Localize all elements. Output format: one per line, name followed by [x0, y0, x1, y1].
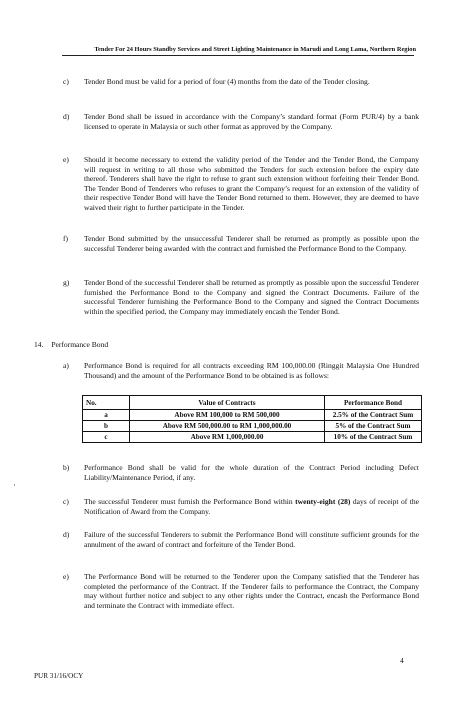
clause-label: e): [63, 155, 69, 164]
table-row: [83, 432, 422, 443]
clause-label: a): [63, 361, 69, 370]
clause-text: Tender Bond of the successful Tenderer shall be returned as promptly as possible upon the successful Tenderer furnished the Performance Bond to the Company and signed the Contract Documents. Failure of the successful Tenderer furnishing the Performance Bond to the Company and signed the Contract Documents within the specified period, the Company may immediately encash the Tender Bond.: [84, 278, 419, 316]
clause-text: Tender Bond submitted by the unsuccessful Tenderer shall be returned as promptly as possible upon the successful Tenderer being awarded with the contract and furnished the Performance Bond to the Company.: [84, 234, 419, 253]
row-bond: 10% of the Contract Sum: [325, 432, 422, 443]
clause-text: The Performance Bond will be returned to the Tenderer upon the Company satisfied that the Tenderer has completed the performance of the Contract. If the Tenderer fails to performance the Contract, the Company may without further notice and subject to any other rights under the Contract, encash the Performance Bond and terminate the Contract with immediate effect.: [84, 572, 419, 610]
row-bond: 2.5% of the Contract Sum: [325, 410, 422, 421]
header-rule: [62, 55, 414, 56]
clause-label: d): [63, 530, 70, 539]
scan-speck: [14, 484, 15, 486]
table-row: [83, 421, 422, 432]
row-value: Above RM 500,000.00 to RM 1,000,000.00: [130, 421, 325, 432]
performance-bond-table: [82, 395, 422, 443]
clause-label: c): [63, 497, 69, 506]
clause-text-part: days of receipt of the Notification of Award from the Company.: [84, 497, 419, 516]
section-number: 14.: [34, 340, 44, 349]
header-performance-bond: Performance Bond: [325, 396, 422, 410]
page-number: 4: [400, 656, 404, 665]
header-no: No.: [83, 396, 130, 410]
header-value-of-contracts: Value of Contracts: [130, 396, 325, 410]
clause-text-part: The successful Tenderer must furnish the Performance Bond within: [84, 497, 296, 506]
row-value: Above RM 100,000 to RM 500,000: [130, 410, 325, 421]
clause-label: c): [63, 77, 69, 86]
clause-text: Performance Bond shall be valid for the whole duration of the Contract Period including Defect Liability/Maintenance Period, if any.: [84, 463, 419, 482]
section-title: Performance Bond: [51, 340, 109, 349]
clause-text: Performance Bond is required for all contracts exceeding RM 100,000.00 (Ringgit Malaysia One Hundred Thousand) and the amount of the Performance Bond to be obtained is as follows:: [84, 361, 419, 380]
clause-label: e): [63, 572, 69, 581]
row-bond: 5% of the Contract Sum: [325, 421, 422, 432]
clause-label: g): [63, 278, 70, 287]
clause-label: d): [63, 112, 70, 121]
table-row: [83, 410, 422, 421]
row-no: c: [83, 432, 130, 443]
clause-text: Tender Bond must be valid for a period of four (4) months from the date of the Tender closing.: [84, 77, 370, 86]
row-no: b: [83, 421, 130, 432]
clause-bold-term: twenty-eight (28): [295, 497, 351, 506]
clause-label: b): [63, 463, 70, 472]
running-header: Tender For 24 Hours Standby Services and Street Lighting Maintenance in Marudi and Long Lama, Northern Region: [94, 46, 416, 53]
clause-text: Failure of the successful Tenderers to submit the Performance Bond will constitute sufficient grounds for the annulment of the award of contract and forfeiture of the Tender Bond.: [84, 530, 419, 549]
clause-text: Tender Bond shall be issued in accordance with the Company’s standard format (Form PUR/4) by a bank licensed to operate in Malaysia or such other format as approved by the Company.: [84, 112, 419, 131]
row-value: Above RM 1,000,000.00: [130, 432, 325, 443]
clause-text: [84, 497, 419, 516]
table-header-row: [83, 396, 422, 410]
clause-label: f): [63, 234, 69, 243]
document-reference: PUR 31/16/OCY: [34, 672, 84, 680]
row-no: a: [83, 410, 130, 421]
section-heading: [34, 340, 108, 350]
clause-text: Should it become necessary to extend the validity period of the Tender and the Tender Bond, the Company will request in writing to all those who submitted the Tenders for such extension before the expiry date thereof. Tenderers shall have the right to refuse to grant such extension without forfeiting their Tender Bond. The Tender Bond of Tenderers who refuses to grant the Company’s request for an extension of the validity of their respective Tender Bond will have the Tender Bond returned to them. However, they are deemed to have waived their right to further participate in the Tender.: [84, 155, 419, 212]
